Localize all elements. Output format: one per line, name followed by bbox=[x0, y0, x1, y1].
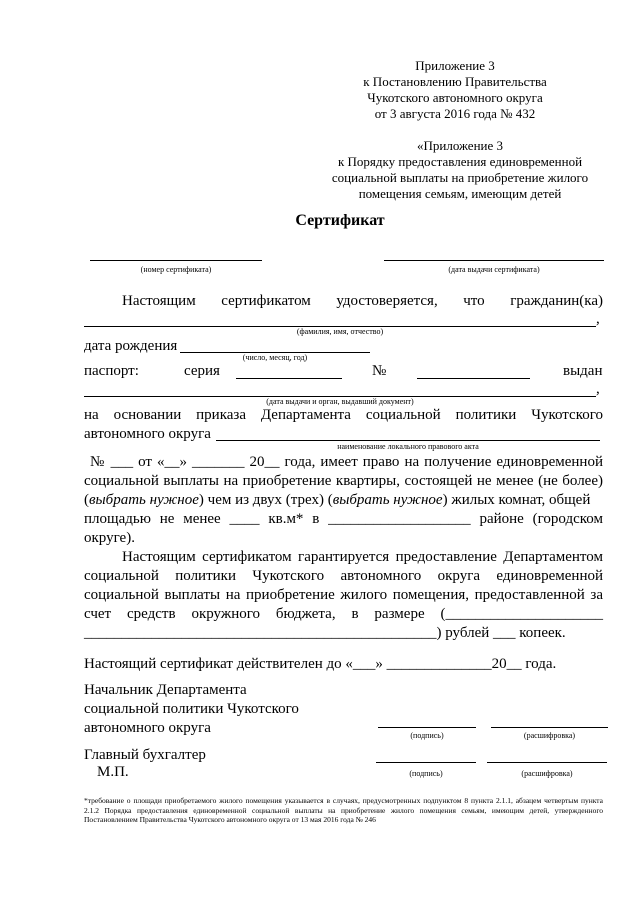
head-of-department bbox=[84, 681, 299, 738]
entitlement-line: округе). bbox=[84, 530, 135, 546]
basis-line: на основании приказа Департамента социальной политики Чукотского bbox=[84, 407, 603, 423]
word: что bbox=[463, 293, 485, 309]
basis-line: автономного округа bbox=[84, 426, 211, 442]
header-line: «Приложение 3 bbox=[416, 138, 504, 153]
fio-caption: (фамилия, имя, отчество) bbox=[296, 327, 384, 336]
issue-date-line[interactable] bbox=[384, 260, 604, 261]
birth-label: дата рождения bbox=[84, 338, 178, 354]
decode-line[interactable] bbox=[487, 762, 607, 763]
passport-series-line[interactable] bbox=[236, 378, 342, 379]
word: удостоверяется, bbox=[336, 293, 438, 309]
appendix-header bbox=[350, 58, 560, 122]
decode-line[interactable] bbox=[491, 727, 608, 728]
issue-date-caption: (дата выдачи сертификата) bbox=[448, 265, 540, 274]
passport-issued-caption: (дата выдачи и орган, выдавший документ) bbox=[266, 397, 414, 406]
decode-caption: (расшифровка) bbox=[523, 731, 576, 740]
footnote: *требование о площади приобретаемого жилого помещения указывается в случаях, предусмотренных подпунктом 8 пункта 2.1.1, абзацем четвертым пункта 2.1.2 Порядка предоставления единовременной социальной выплаты на приобретение жилого помещения семьям, имеющим детей, утвержденного Постановлением Правительства Чукотского автономного округа от 13 мая 2016 года № 246 bbox=[84, 796, 603, 824]
header-line: Приложение 3 bbox=[415, 58, 495, 73]
signature-caption: (подпись) bbox=[410, 731, 444, 740]
word: сертификатом bbox=[221, 293, 311, 309]
guarantee-line: счет средств окружного бюджета, в размере (_____________________ bbox=[84, 606, 603, 622]
header-line: от 3 августа 2016 года № 432 bbox=[374, 106, 536, 121]
choose-note: выбрать нужное bbox=[332, 492, 443, 508]
stamp-place: М.П. bbox=[97, 764, 129, 780]
series-label: серия bbox=[184, 363, 220, 379]
comma: , bbox=[596, 311, 600, 327]
head-line: социальной политики Чукотского bbox=[84, 701, 299, 717]
comma: , bbox=[596, 381, 600, 397]
signature-line[interactable] bbox=[378, 727, 476, 728]
header-line: к Порядку предоставления единовременной bbox=[337, 154, 583, 169]
act-name-caption: наименование локального правового акта bbox=[337, 442, 479, 451]
text-part: ) чем из двух (трех) ( bbox=[198, 492, 333, 508]
rooms-text bbox=[84, 491, 590, 510]
header-line: к Постановлению Правительства bbox=[363, 74, 547, 89]
page-title: Сертификат bbox=[295, 212, 385, 229]
header-line: социальной выплаты на приобретение жилого bbox=[331, 170, 589, 185]
passport-number-line[interactable] bbox=[417, 378, 530, 379]
choose-note: выбрать нужное bbox=[89, 492, 199, 508]
signature-line[interactable] bbox=[376, 762, 476, 763]
word: Настоящим bbox=[122, 293, 196, 309]
guarantee-line: социальной выплаты на приобретение жилого помещения, предоставленной за bbox=[84, 587, 603, 603]
text-part: ( bbox=[84, 492, 89, 508]
text-part: ) жилых комнат, общей bbox=[442, 492, 591, 508]
chief-accountant: Главный бухгалтер bbox=[84, 747, 206, 763]
cert-number-line[interactable] bbox=[90, 260, 262, 261]
head-line: Начальник Департамента bbox=[84, 682, 247, 698]
birth-caption: (число, месяц, год) bbox=[242, 353, 308, 362]
appendix-header-2 bbox=[330, 138, 590, 202]
head-line: автономного округа bbox=[84, 720, 211, 736]
header-line: Чукотского автономного округа bbox=[367, 90, 543, 105]
guarantee-line: социальной политики Чукотского автономного округа единовременной bbox=[84, 568, 603, 584]
issued-label: выдан bbox=[563, 363, 603, 379]
entitlement-line bbox=[84, 491, 603, 510]
word: гражданин(ка) bbox=[510, 293, 603, 309]
act-name-line[interactable] bbox=[216, 440, 600, 441]
entitlement-line: площадью не менее ____ кв.м* в ___________________ районе (городском bbox=[84, 511, 603, 527]
entitlement-line: № ___ от «__» _______ 20__ года, имеет право на получение единовременной bbox=[90, 454, 603, 470]
entitlement-line: социальной выплаты на приобретение квартиры, состоящей не менее (не более) bbox=[84, 473, 603, 489]
validity-line: Настоящий сертификат действителен до «___» ______________20__ года. bbox=[84, 656, 557, 672]
signature-caption: (подпись) bbox=[409, 769, 443, 778]
guarantee-line: Настоящим сертификатом гарантируется предоставление Департаментом bbox=[122, 549, 603, 565]
decode-caption: (расшифровка) bbox=[521, 769, 573, 778]
certify-line bbox=[122, 292, 603, 311]
guarantee-line: _______________________________________________) рублей ___ копеек. bbox=[84, 625, 566, 641]
cert-number-caption: (номер сертификата) bbox=[140, 265, 212, 274]
passport-label: паспорт: bbox=[84, 363, 139, 379]
header-line: помещения семьям, имеющим детей bbox=[358, 186, 562, 201]
number-label: № bbox=[372, 363, 387, 379]
